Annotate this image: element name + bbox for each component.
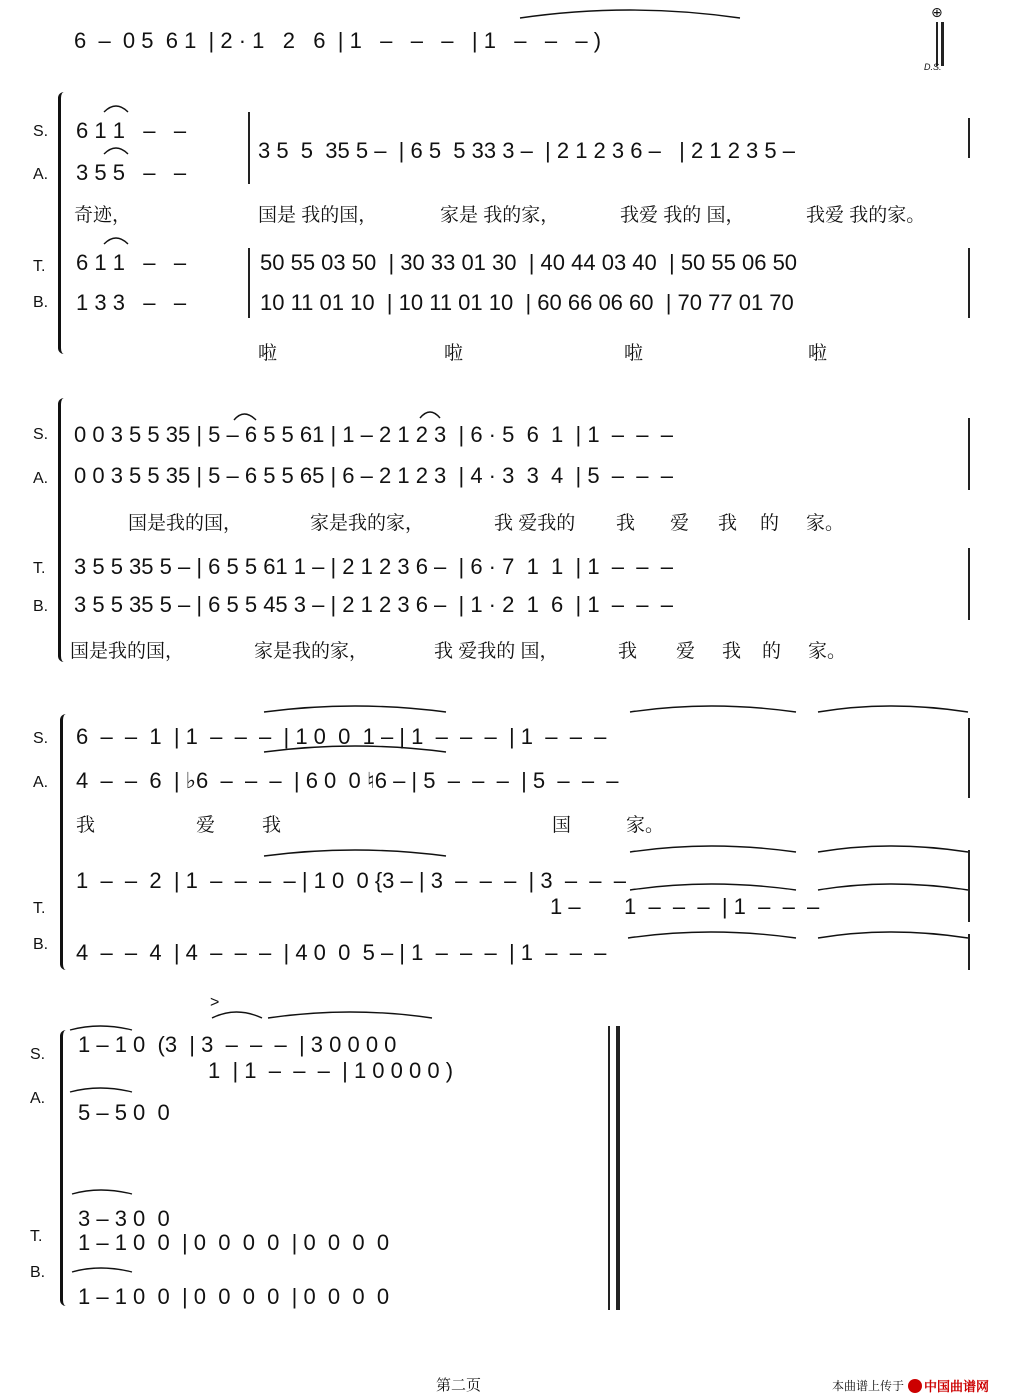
lyric: 国是我的国， — [70, 641, 185, 662]
credit-text: 本曲谱上传于 — [832, 1379, 905, 1393]
site-logo[interactable] — [908, 1376, 989, 1395]
lyric: 我 爱我的 — [494, 513, 576, 534]
lyric: 啦 — [444, 343, 464, 364]
tenor-line: 3 5 5 35 5 – | 6 5 5 61 1 – | 2 1 2 3 6 – | 6 · 7 1 1 | 1 – – – — [74, 554, 673, 579]
part-label-b: B. — [33, 294, 49, 311]
bass-line: 4 – – 4 | 4 – – – | 4 0 0 5 – | 1 – – – | 1 – – – — [76, 940, 607, 965]
lyric: 我爱 我的 国， — [620, 205, 745, 226]
lyric: 国 — [552, 815, 572, 836]
soprano-line: 6 – – 1 | 1 – – – | 1 0 0 1 – | 1 – – – | 1 – – – — [76, 724, 607, 749]
lyric: 啦 — [624, 343, 644, 364]
tenor-line: 6 1 1 – – — [76, 250, 187, 275]
part-label-s: S. — [33, 730, 49, 747]
lyric: 家。 — [806, 513, 845, 534]
page-number: 第二页 — [436, 1377, 482, 1394]
site-name: 中国曲谱网 — [924, 1379, 990, 1394]
lyric: 家是 我的家， — [440, 205, 560, 226]
lyric: 我 — [618, 641, 638, 662]
bass-chord-line: 10 11 01 10 | 10 11 01 10 | 60 66 06 60 | 70 77 01 70 — [260, 290, 794, 315]
lyric: 奇迹， — [74, 205, 132, 226]
lyric: 爱 — [676, 641, 696, 662]
lyric: 啦 — [808, 343, 828, 364]
tenor-divisi-line: 1 – — [550, 894, 581, 919]
lyric: 家是我的家， — [310, 513, 425, 534]
bass-line: 1 3 3 – – — [76, 290, 187, 315]
notes-line: 6 – 0 5 6 1 | 2 · 1 2 6 | 1 – – – | 1 – – – ) — [74, 28, 602, 53]
coda-icon: ⊕ — [931, 4, 943, 20]
lyric: 我 — [76, 815, 96, 836]
part-label-b: B. — [33, 598, 49, 615]
tenor-chord-line: 50 55 03 50 | 30 33 01 30 | 40 44 03 40 | 50 55 06 50 — [260, 250, 798, 275]
alto-line: 3 5 5 – – — [76, 160, 187, 185]
part-label-t: T. — [33, 560, 46, 577]
bass-line: 3 5 5 35 5 – | 6 5 5 45 3 – | 2 1 2 3 6 – | 1 · 2 1 6 | 1 – – – — [74, 592, 673, 617]
bass-line: 1 – 1 0 0 | 0 0 0 0 | 0 0 0 0 — [78, 1284, 390, 1309]
part-label-t: T. — [30, 1228, 43, 1245]
part-label-a: A. — [33, 470, 49, 487]
part-label-s: S. — [30, 1046, 46, 1063]
lyric: 家。 — [626, 815, 665, 836]
lyric: 家是我的家， — [254, 641, 369, 662]
alto-line: 4 – – 6 | ♭6 – – – | 6 0 0 ♮6 – | 5 – – – | 5 – – – — [76, 768, 619, 793]
lyric: 国是 我的国， — [258, 205, 378, 226]
part-label-a: A. — [33, 166, 49, 183]
part-label-s: S. — [33, 426, 49, 443]
soprano-lower-line: 1 | 1 – – – | 1 0 0 0 0 ) — [208, 1058, 454, 1083]
lyric: 国是我的国， — [128, 513, 243, 534]
lyric: 家。 — [808, 641, 847, 662]
part-label-t: T. — [33, 900, 46, 917]
tenor-lower-line: 1 – 1 0 0 | 0 0 0 0 | 0 0 0 0 — [78, 1230, 390, 1255]
upload-credit — [832, 1376, 989, 1395]
lyric: 我 — [262, 815, 282, 836]
alto-line: 5 – 5 0 0 — [78, 1100, 170, 1125]
lyric: 我 — [616, 513, 636, 534]
soprano-line: 6 1 1 – – — [76, 118, 187, 143]
soprano-upper-line: 1 – 1 0 (3 | 3 – – – | 3 0 0 0 0 — [78, 1032, 397, 1057]
lyric: 我 — [722, 641, 742, 662]
soprano-line: 0 0 3 5 5 35 | 5 – 6 5 5 61 | 1 – 2 1 2 3 | 6 · 5 6 1 | 1 – – – — [74, 422, 673, 447]
lyric: 爱 — [196, 815, 216, 836]
lyric: 的 — [760, 513, 780, 534]
part-label-t: T. — [33, 258, 46, 275]
ds-mark: D.S. — [924, 62, 942, 72]
lyric: 的 — [762, 641, 782, 662]
lyric: 我 — [718, 513, 738, 534]
lyric: 我爱 我的家。 — [806, 205, 926, 226]
tenor-lower-line: 1 – – – | 1 – – – — [624, 894, 820, 919]
part-label-a: A. — [33, 774, 49, 791]
accent-mark: > — [210, 994, 220, 1011]
site-logo-icon — [908, 1379, 922, 1393]
lyric: 我 爱我的 国， — [434, 641, 559, 662]
lyric: 爱 — [670, 513, 690, 534]
tenor-upper-line: 1 – – 2 | 1 – – – – | 1 0 0 {3 – | 3 – – – | 3 – – – — [76, 868, 626, 893]
part-label-b: B. — [33, 936, 49, 953]
tenor-upper-line: 3 – 3 0 0 — [78, 1206, 170, 1231]
lyric: 啦 — [258, 343, 278, 364]
part-label-b: B. — [30, 1264, 46, 1281]
alto-line: 0 0 3 5 5 35 | 5 – 6 5 5 65 | 6 – 2 1 2 3 | 4 · 3 3 4 | 5 – – – — [74, 463, 673, 488]
part-label-s: S. — [33, 123, 49, 140]
part-label-a: A. — [30, 1090, 46, 1107]
sa-unison-line: 3 5 5 35 5 – | 6 5 5 33 3 – | 2 1 2 3 6 – | 2 1 2 3 5 – — [258, 138, 795, 163]
